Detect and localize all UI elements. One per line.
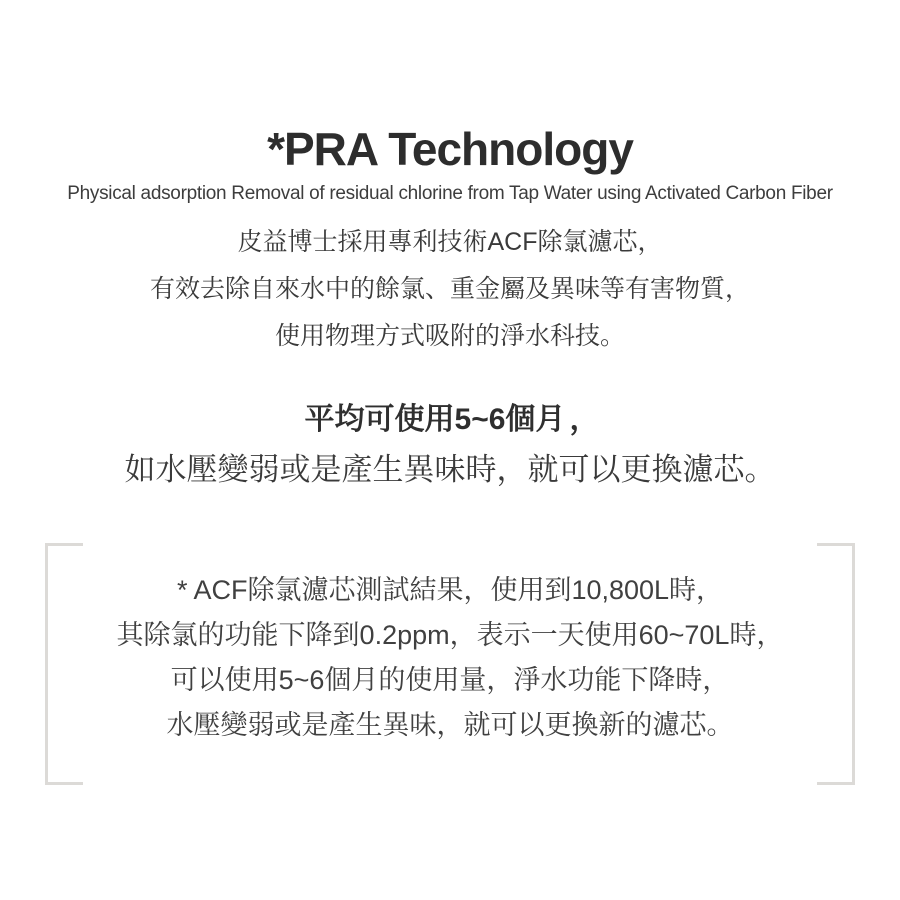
footnote-text bbox=[45, 568, 855, 748]
highlight-suffix: ， bbox=[569, 403, 600, 437]
left-corner-bracket bbox=[45, 543, 83, 785]
product-description-page bbox=[0, 122, 900, 900]
right-corner-bracket bbox=[817, 543, 855, 785]
replace-instruction-line: 如水壓變弱或是產生異味時，就可以更換濾芯。 bbox=[124, 452, 776, 488]
footnote-line: 可以使用5~6個月的使用量，淨水功能下降時， bbox=[170, 665, 730, 696]
intro-paragraph bbox=[0, 219, 900, 360]
intro-line: 皮益博士採用專利技術ACF除氯濾芯， bbox=[237, 228, 663, 257]
page-subtitle: Physical adsorption Removal of residual chlorine from Tap Water using Activated Carbon Fiber bbox=[67, 183, 833, 205]
footnote-line: * ACF除氯濾芯測試結果，使用到10,800L時， bbox=[176, 575, 724, 606]
footnote-line: 其除氯的功能下降到0.2ppm，表示一天使用60~70L時， bbox=[116, 620, 784, 651]
highlighted-text: 平均可使用5~6個月 bbox=[301, 400, 570, 440]
usage-duration-line bbox=[0, 400, 900, 440]
intro-line: 有效去除自來水中的餘氯、重金屬及異味等有害物質， bbox=[149, 275, 750, 304]
intro-line: 使用物理方式吸附的淨水科技。 bbox=[274, 322, 625, 351]
page-title: *PRA Technology bbox=[267, 123, 633, 175]
footnote-box bbox=[45, 543, 855, 785]
footnote-line: 水壓變弱或是產生異味，就可以更換新的濾芯。 bbox=[166, 710, 734, 741]
